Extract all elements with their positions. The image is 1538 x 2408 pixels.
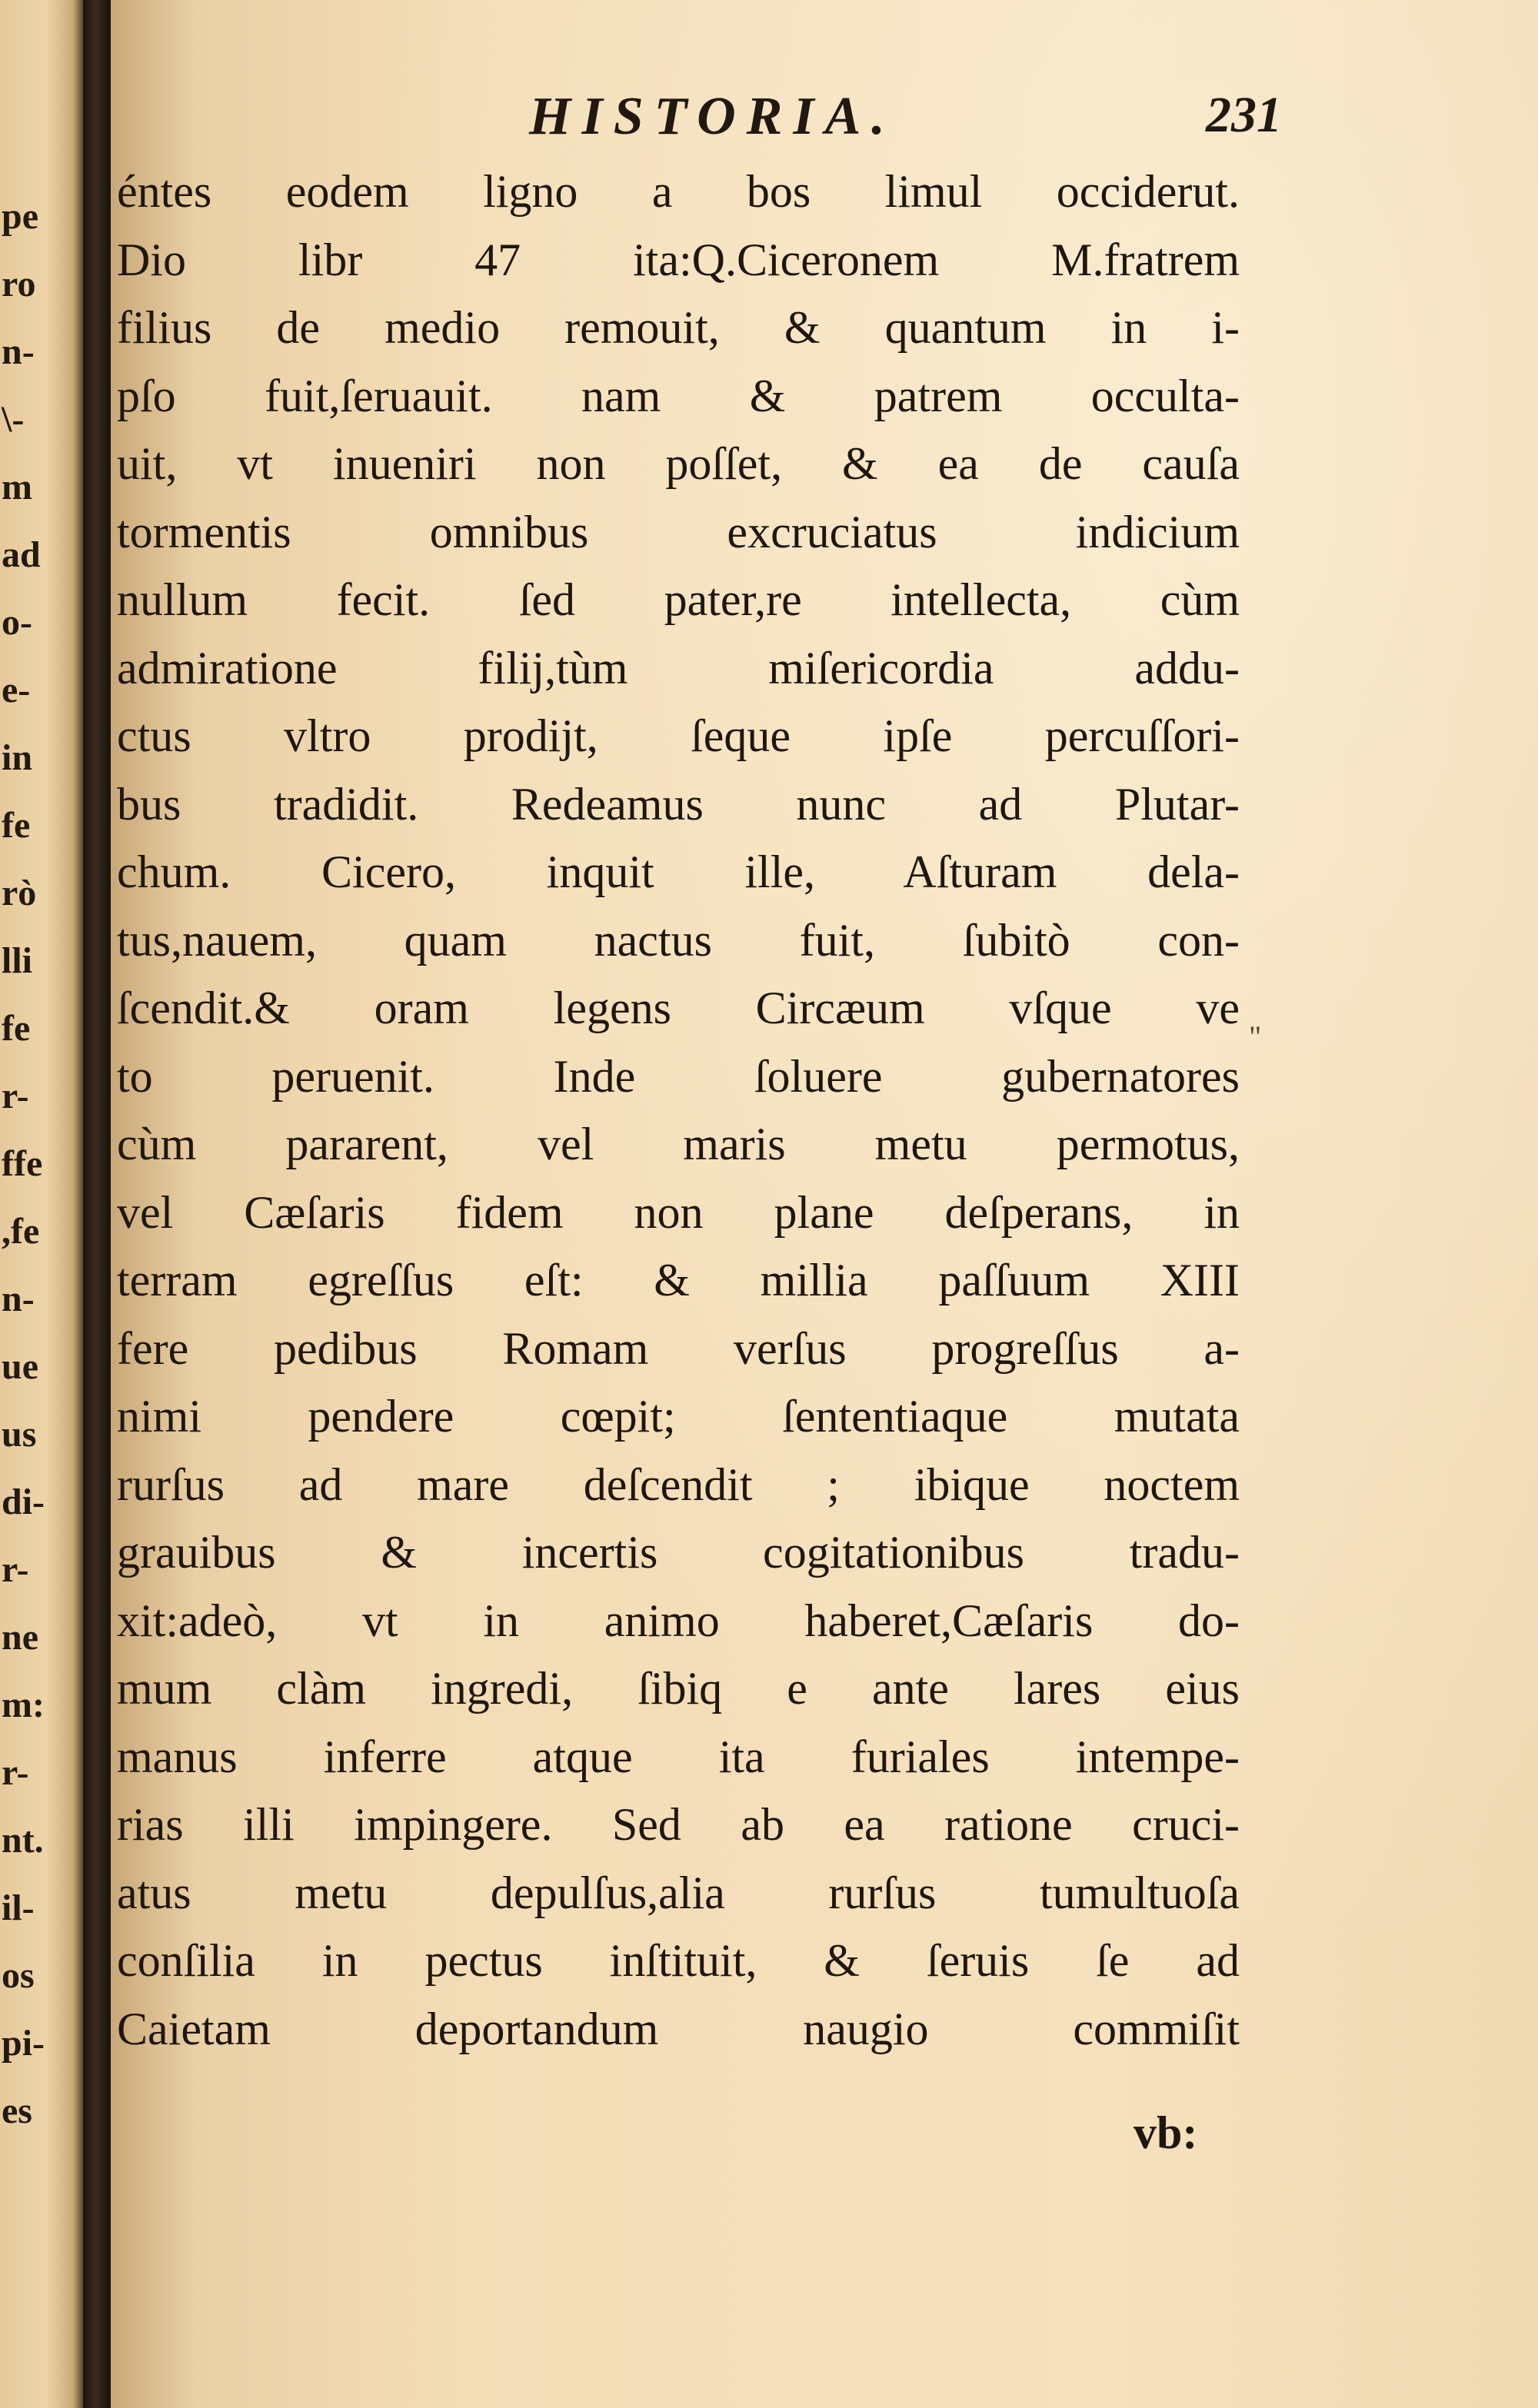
- left-page-fragment: o-: [2, 602, 32, 643]
- left-page-fragment: ad: [2, 534, 41, 575]
- left-page-fragment: pi-: [2, 2023, 45, 2064]
- text-block: [117, 158, 1240, 2063]
- left-page-fragment: r-: [2, 1549, 29, 1590]
- text-line: éntes eodem ligno a bos limul occiderut.: [117, 166, 1240, 217]
- left-page-fragment: lli: [2, 940, 33, 981]
- text-line: uit, vt inueniri non poſſet, & ea de cauſa: [117, 438, 1240, 489]
- left-page-fragment: rò: [2, 873, 37, 913]
- text-line: grauibus & incertis cogitationibus tradu-: [117, 1527, 1240, 1578]
- text-line: terram egreſſus eſt: & millia paſſuum XIII: [117, 1255, 1240, 1305]
- text-line: pſo fuit,ſeruauit. nam & patrem occulta-: [117, 370, 1240, 421]
- left-page-fragment: ,fe: [2, 1211, 40, 1252]
- text-line: xit:adeò, vt in animo haberet,Cæſaris do-: [117, 1595, 1240, 1646]
- left-page-fragment: r-: [2, 1752, 29, 1793]
- text-line: nullum fecit. ſed pater,re intellecta, cùm: [117, 574, 1240, 625]
- left-page-fragment: e-: [2, 670, 31, 710]
- text-line: ſcendit.& oram legens Circæum vſque ve: [117, 983, 1240, 1033]
- text-line: admiratione filij,tùm miſericordia addu-: [117, 642, 1240, 693]
- running-head: [406, 86, 1329, 155]
- left-page-fragment: m: [2, 467, 32, 507]
- text-line: Caietam deportandum naugio commiſit: [117, 2003, 1240, 2054]
- left-page-fragment: es: [2, 2090, 32, 2131]
- left-page-fragment: r-: [2, 1076, 29, 1116]
- text-line: cùm pararent, vel maris metu permotus,: [117, 1119, 1240, 1169]
- text-line: mum clàm ingredi, ſibiq e ante lares eius: [117, 1663, 1240, 1714]
- left-page-fragment: ne: [2, 1617, 38, 1658]
- text-line: tormentis omnibus excruciatus indicium: [117, 506, 1240, 557]
- left-page-fragment: nt.: [2, 1820, 44, 1861]
- right-page: [111, 0, 1538, 2408]
- text-line: Dio libr 47 ita:Q.Ciceronem M.fratrem: [117, 234, 1240, 285]
- text-line: bus tradidit. Redeamus nunc ad Plutar-: [117, 778, 1240, 830]
- running-title: HISTORIA.: [529, 87, 896, 146]
- left-page-fragment: \-: [2, 399, 25, 440]
- text-line: atus metu depulſus,alia rurſus tumultuoſa: [117, 1867, 1240, 1918]
- text-line: rurſus ad mare deſcendit ; ibique noctem: [117, 1458, 1240, 1510]
- catchword: vb:: [1134, 2107, 1198, 2158]
- text-line: rias illi impingere. Sed ab ea ratione cruci-: [117, 1799, 1240, 1850]
- left-page-fragment: il-: [2, 1887, 35, 1928]
- left-page-fragment: fe: [2, 805, 31, 846]
- left-page-fragment: n-: [2, 1279, 35, 1319]
- text-line: fere pedibus Romam verſus progreſſus a-: [117, 1322, 1240, 1374]
- text-line: conſilia in pectus inſtituit, & ſeruis ſe ad: [117, 1935, 1240, 1986]
- left-page-fragment: di-: [2, 1482, 45, 1522]
- text-line: filius de medio remouit, & quantum in i-: [117, 302, 1240, 353]
- text-line: vel Cæſaris fidem non plane deſperans, in: [117, 1186, 1240, 1238]
- left-page-fragment: n-: [2, 331, 35, 372]
- left-page-fragment: pe: [2, 196, 38, 237]
- left-page-fragment: os: [2, 1955, 35, 1996]
- text-line: nimi pendere cœpit; ſententiaque mutata: [117, 1391, 1240, 1442]
- text-line: manus inferre atque ita furiales intempe-: [117, 1731, 1240, 1782]
- text-line: ctus vltro prodijt, ſeque ipſe percuſſori-: [117, 710, 1240, 761]
- book-gutter: [83, 0, 111, 2408]
- left-facing-page: [0, 0, 83, 2408]
- page-number: 231: [1206, 87, 1282, 143]
- left-page-line-ends: [0, 183, 83, 2145]
- left-page-fragment: us: [2, 1414, 37, 1455]
- margin-mark: ": [1249, 1019, 1262, 1054]
- left-page-fragment: m:: [2, 1685, 45, 1725]
- left-page-fragment: ro: [2, 264, 36, 304]
- left-page-fragment: ue: [2, 1346, 38, 1387]
- left-page-fragment: ffe: [2, 1143, 43, 1184]
- left-page-fragment: in: [2, 737, 33, 778]
- text-line: tus,nauem, quam nactus fuit, ſubitò con-: [117, 914, 1240, 966]
- text-line: to peruenit. Inde ſoluere gubernatores: [117, 1050, 1240, 1102]
- left-page-fragment: fe: [2, 1008, 31, 1049]
- text-line: chum. Cicero, inquit ille, Aſturam dela-: [117, 846, 1240, 897]
